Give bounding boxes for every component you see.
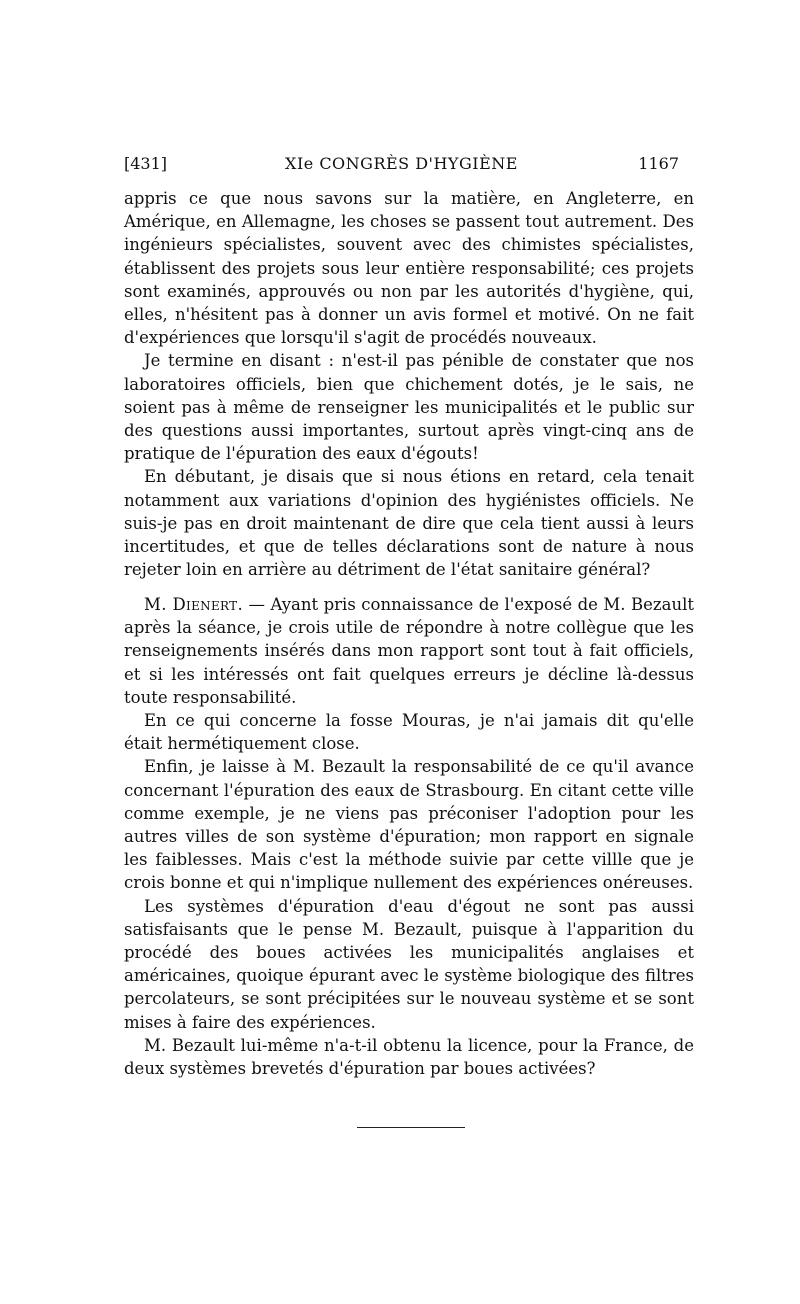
- page-reference: [431]: [124, 154, 168, 173]
- paragraph: Enfin, je laisse à M. Bezault la responsabilité de ce qu'il avance concernant l'épuration des eaux de Strasbourg. En citant cette ville comme exemple, je ne viens pas préconiser l'adoption pour les autres villes de son système d'épuration; mon rapport en signale les faiblesses. Mais c'est la méthode suivie par cette villle que je crois bonne et qui n'implique nullement des expériences onéreuses.: [124, 757, 694, 893]
- paragraph: M. Bezault lui-même n'a-t-il obtenu la licence, pour la France, de deux systèmes brevetés d'épuration par boues activées?: [124, 1035, 694, 1079]
- paragraph: Les systèmes d'épuration d'eau d'égout ne sont pas aussi satisfaisants que le pense M. Bezault, puisque à l'apparition du procédé des boues activées les municipalités anglaises et américaines, quoique épurant avec le système biologique des filtres percolateurs, se sont précipitées sur le nouveau système et se sont mises à faire des expériences.: [124, 896, 694, 1032]
- section-continuation: [124, 187, 694, 581]
- running-header: [124, 154, 679, 178]
- paragraph: En débutant, je disais que si nous étions en retard, cela tenait notamment aux variations d'opinion des hygiénistes officiels. Ne suis-je pas en droit maintenant de dire que cela tient aussi à leurs incertitudes, et que de telles déclarations sont de nature à nous rejeter loin en arrière au détriment de l'état sanitaire général?: [124, 467, 694, 580]
- speaker-response: [124, 593, 694, 1080]
- running-title: XIe CONGRÈS D'HYGIÈNE: [285, 154, 518, 173]
- speaker-text: — Ayant pris connaissance de l'exposé de M. Bezault après la séance, je crois utile de répondre à notre collègue que les renseignements insérés dans mon rapport sont tout à fait officiels, et si les intéressés ont fait quelques erreurs je décline là-dessus toute responsabilité.: [124, 595, 694, 707]
- section-end-rule: [357, 1127, 465, 1128]
- paragraph: Je termine en disant : n'est-il pas pénible de constater que nos laboratoires officiels, bien que chichement dotés, je le sais, ne soient pas à même de renseigner les municipalités et le public sur des questions aussi importantes, surtout après vingt-cinq ans de pratique de l'épuration des eaux d'égouts!: [124, 351, 694, 464]
- paragraph-continued: appris ce que nous savons sur la matière, en Angleterre, en Amérique, en Allemagne, les choses se passent tout autrement. Des ingénieurs spécialistes, souvent avec des chimistes spécialistes, établissent des projets sous leur entière responsabilité; ces projets sont examinés, approuvés ou non par les autorités d'hygiène, qui, elles, n'hésitent pas à donner un avis formel et motivé. On ne fait d'expériences que lorsqu'il s'agit de procédés nouveaux.: [124, 189, 694, 348]
- speaker-name: M. Dienert.: [144, 595, 243, 614]
- paragraph-speaker-intro: [124, 593, 694, 709]
- paragraph: En ce qui concerne la fosse Mouras, je n'ai jamais dit qu'elle était hermétiquement close.: [124, 711, 694, 754]
- page-number: 1167: [638, 154, 679, 173]
